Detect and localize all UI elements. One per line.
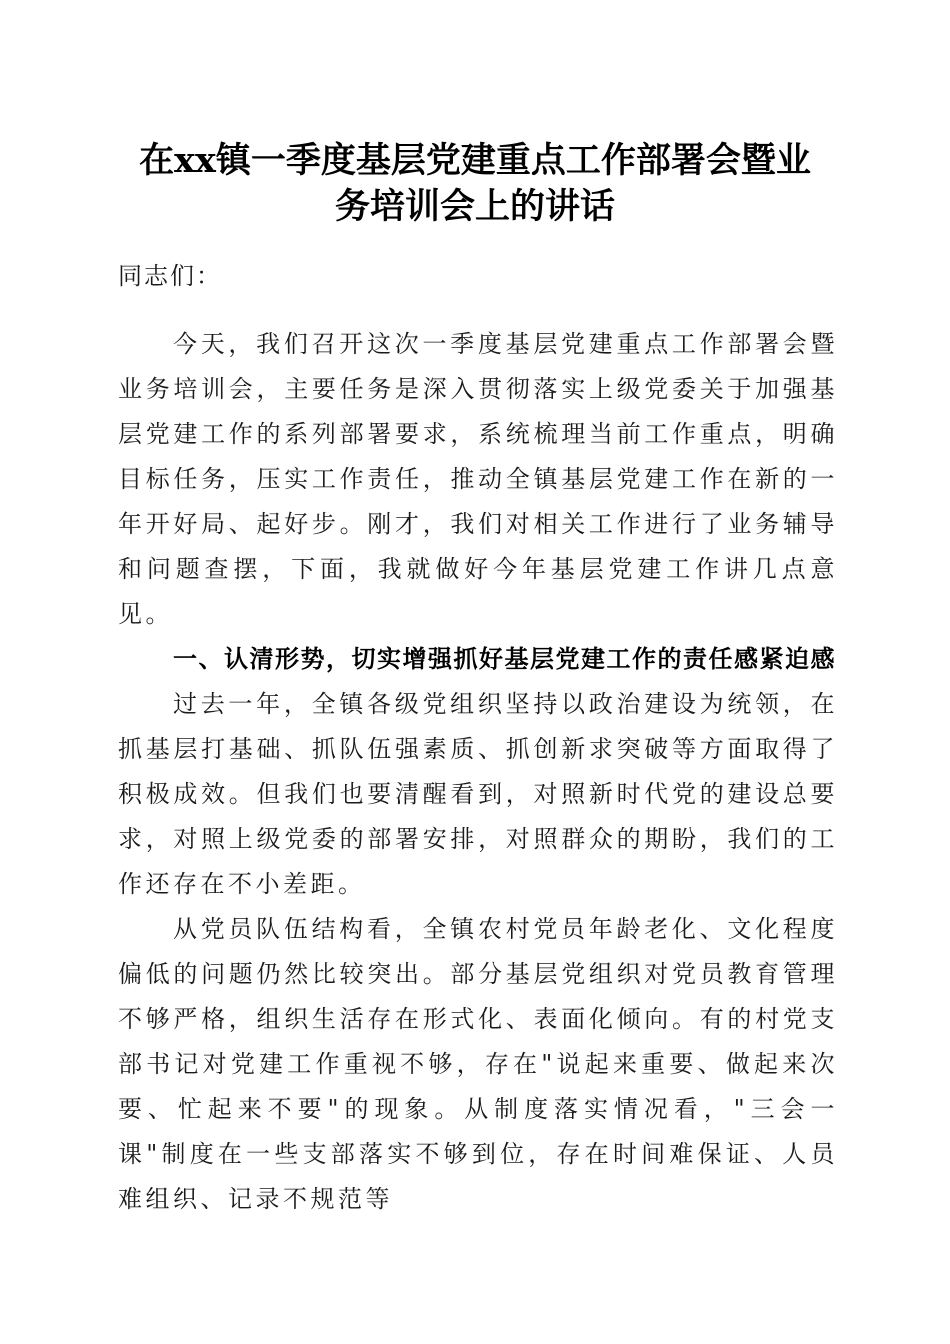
document-body: [118, 322, 838, 1222]
paragraph-intro: 今天，我们召开这次一季度基层党建重点工作部署会暨业务培训会，主要任务是深入贯彻落实上级党委关于加强基层党建工作的系列部署要求，系统梳理当前工作重点，明确目标任务，压实工作责任，推动全镇基层党建工作在新的一年开好局、起好步。刚才，我们对相关工作进行了业务辅导和问题查摆，下面，我就做好今年基层党建工作讲几点意见。: [118, 330, 838, 628]
document-title-line-2: 务培训会上的讲话: [334, 186, 615, 227]
paragraph-past-year: 过去一年，全镇各级党组织坚持以政治建设为统领，在抓基层打基础、抓队伍强素质、抓创新求突破等方面取得了积极成效。但我们也要清醒看到，对照新时代党的建设总要求，对照上级党委的部署安排，对照群众的期盼，我们的工作还存在不小差距。: [118, 690, 838, 898]
section-heading-1: 一、认清形势，切实增强抓好基层党建工作的责任感紧迫感: [173, 645, 836, 673]
document-title-line-1: 在xx镇一季度基层党建重点工作部署会暨业: [139, 140, 811, 181]
salutation: 同志们：: [118, 262, 222, 290]
paragraph-party-members: 从党员队伍结构看，全镇农村党员年龄老化、文化程度偏低的问题仍然比较突出。部分基层党组织对党员教育管理不够严格，组织生活存在形式化、表面化倾向。有的村党支部书记对党建工作重视不够，存在"说起来重要、做起来次要、忙起来不要"的现象。从制度落实情况看，"三会一课"制度在一些支部落实不够到位，存在时间难保证、人员难组织、记录不规范等: [118, 915, 838, 1213]
